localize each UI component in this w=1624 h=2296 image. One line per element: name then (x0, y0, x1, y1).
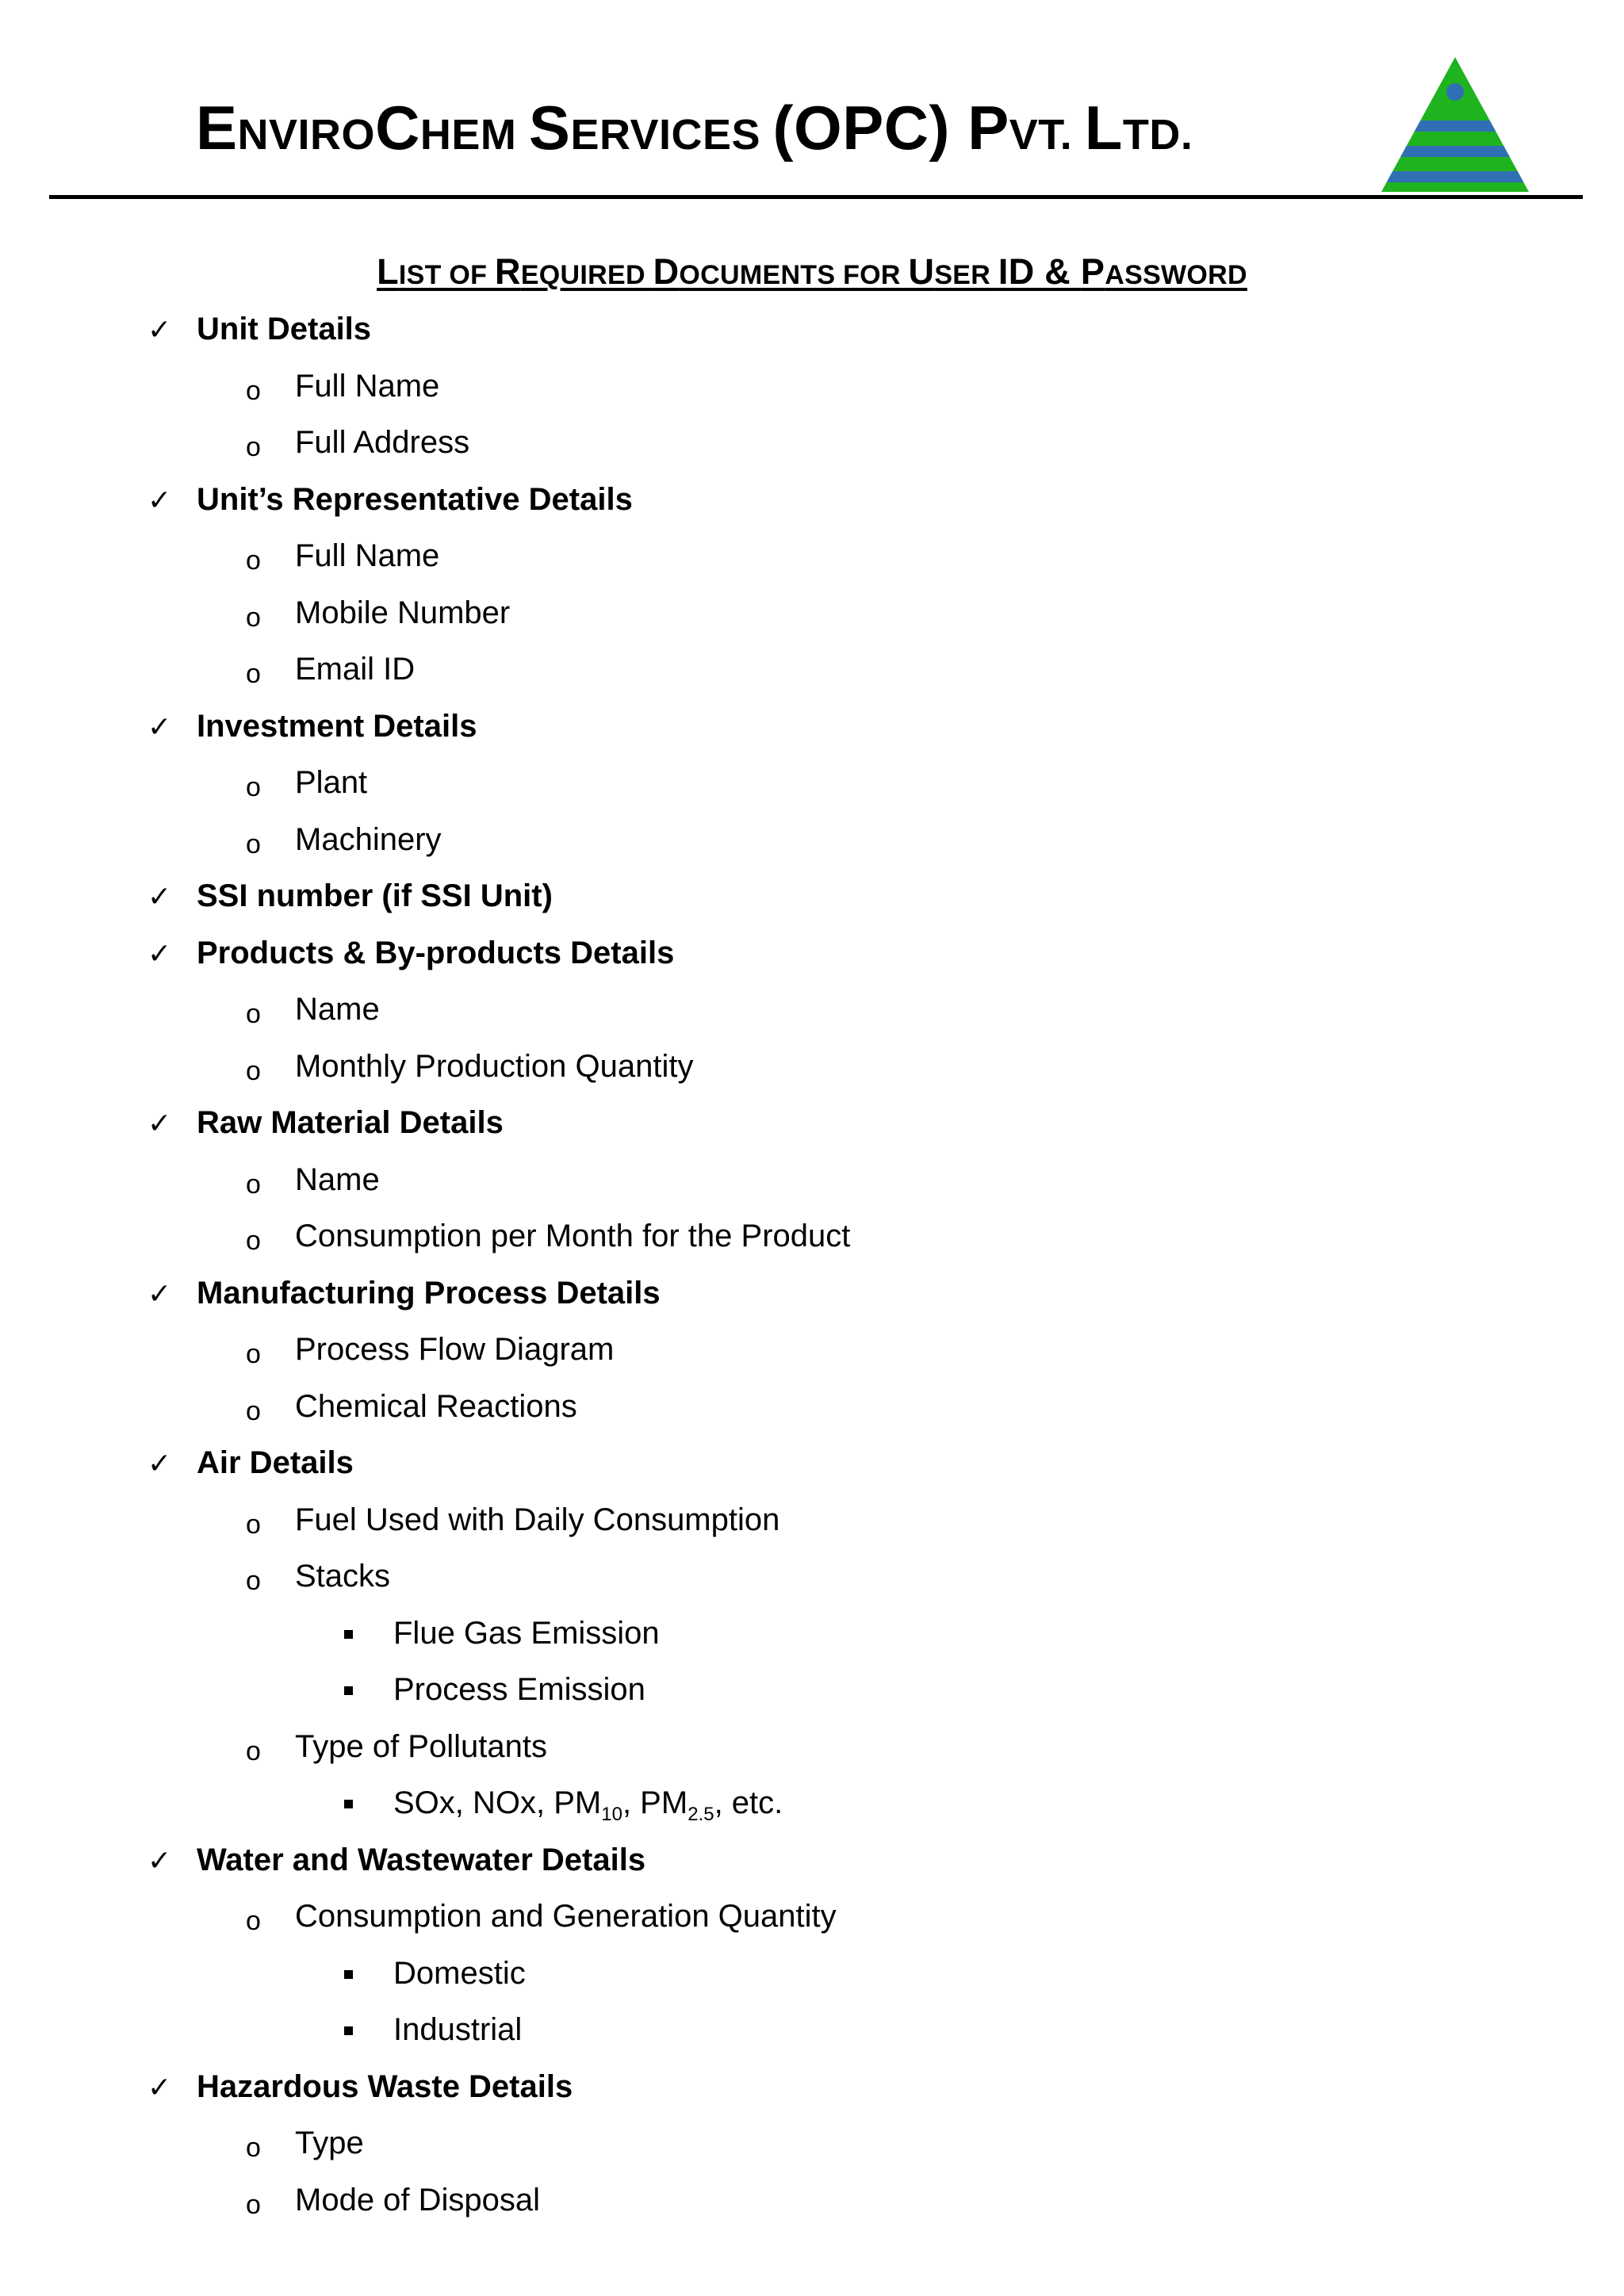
hollow-circle-bullet-icon: o (246, 1735, 261, 1766)
hollow-circle-bullet-icon: o (246, 2133, 261, 2163)
hollow-circle-bullet-icon: o (246, 2189, 261, 2220)
checklist-label: Air Details (197, 1445, 354, 1480)
checklist-label: Unit Details (197, 312, 372, 346)
checklist-item (0, 2115, 1624, 2172)
subscript-text: 2.5 (688, 1804, 714, 1825)
checklist-subitem (0, 1775, 1624, 1832)
checkmark-icon: ✓ (147, 880, 172, 913)
company-name-rest: NVIRO (237, 111, 376, 159)
checklist-section (0, 868, 1624, 925)
checklist-label: Plant (295, 765, 368, 800)
checklist-item (0, 2172, 1624, 2229)
checkmark-icon: ✓ (147, 710, 172, 743)
checklist-label: Consumption and Generation Quantity (295, 1899, 837, 1934)
checklist-section (0, 1832, 1624, 1889)
checklist-label: SSI number (if SSI Unit) (197, 878, 553, 913)
checklist-subitem (0, 1662, 1624, 1719)
document-title-text (377, 252, 1247, 292)
checklist-section (0, 2059, 1624, 2116)
square-bullet-icon (344, 1686, 353, 1695)
document-title-rest: SER (934, 260, 998, 290)
checklist-label: Monthly Production Quantity (295, 1048, 694, 1084)
hollow-circle-bullet-icon: o (246, 1906, 261, 1936)
checklist-label: Full Address (295, 425, 470, 460)
checklist-label: Full Name (295, 368, 440, 404)
company-name-rest: TD. (1122, 111, 1193, 159)
triangle-logo (1380, 55, 1530, 195)
document-title-rest: ASSWORD (1105, 260, 1247, 290)
hollow-circle-bullet-icon: o (246, 1339, 261, 1369)
checkmark-icon: ✓ (147, 2070, 172, 2103)
checklist-section (0, 1265, 1624, 1322)
checklist-label: Raw Material Details (197, 1105, 504, 1140)
hollow-circle-bullet-icon: o (246, 602, 261, 633)
checklist-label: Investment Details (197, 708, 477, 744)
checklist-label: Water and Wastewater Details (197, 1842, 646, 1877)
label-text: , PM (622, 1785, 688, 1820)
checklist-item (0, 1492, 1624, 1549)
hollow-circle-bullet-icon: o (246, 1055, 261, 1086)
required-documents-list (0, 301, 1624, 2229)
checklist-item (0, 415, 1624, 472)
checklist-item (0, 1379, 1624, 1436)
checklist-label: Chemical Reactions (295, 1388, 577, 1424)
hollow-circle-bullet-icon: o (246, 1395, 261, 1426)
checkmark-icon: ✓ (147, 1447, 172, 1479)
checklist-subitem (0, 1605, 1624, 1663)
document-title-cap: R (495, 251, 521, 292)
document-title-rest: EQUIRED (520, 260, 653, 290)
checklist-label: Process Flow Diagram (295, 1332, 615, 1367)
checklist-label: Mode of Disposal (295, 2182, 541, 2218)
checklist-item (0, 755, 1624, 812)
hollow-circle-bullet-icon: o (246, 828, 261, 859)
checklist-item (0, 641, 1624, 698)
checklist-item (0, 358, 1624, 415)
checklist-section (0, 925, 1624, 982)
company-name (196, 93, 1193, 163)
checklist-item (0, 1548, 1624, 1605)
checklist-section (0, 301, 1624, 358)
company-name-cap: L (1084, 93, 1123, 163)
square-bullet-icon (344, 1970, 353, 1979)
company-name-cap: P (967, 93, 1009, 163)
document-title-cap: L (377, 251, 399, 292)
checklist-section (0, 1435, 1624, 1492)
checklist-label: Email ID (295, 652, 416, 687)
document-title (0, 252, 1624, 292)
hollow-circle-bullet-icon: o (246, 1509, 261, 1540)
checklist-subitem (0, 1946, 1624, 2003)
document-title-rest: OCUMENTS FOR (679, 260, 909, 290)
hollow-circle-bullet-icon: o (246, 375, 261, 406)
checklist-item (0, 1039, 1624, 1096)
company-name-cap: (OPC) (772, 93, 968, 163)
checkmark-icon: ✓ (147, 1276, 172, 1310)
checklist-item (0, 1322, 1624, 1379)
checklist-item (0, 1719, 1624, 1776)
checklist-label: Flue Gas Emission (393, 1615, 660, 1651)
checklist-item (0, 812, 1624, 869)
subscript-text: 10 (601, 1804, 622, 1825)
checklist-label: Type of Pollutants (295, 1728, 547, 1764)
hollow-circle-bullet-icon: o (246, 545, 261, 576)
document-title-cap: D (653, 251, 680, 292)
checkmark-icon: ✓ (147, 936, 172, 970)
square-bullet-icon (344, 1630, 353, 1639)
hollow-circle-bullet-icon: o (246, 1226, 261, 1256)
checklist-section (0, 698, 1624, 756)
checkmark-icon: ✓ (147, 313, 172, 346)
checklist-label: Consumption per Month for the Product (295, 1219, 851, 1253)
checklist-item (0, 1208, 1624, 1265)
checklist-label: Manufacturing Process Details (197, 1275, 661, 1311)
checklist-item (0, 585, 1624, 642)
checklist-label: Mobile Number (295, 595, 511, 630)
hollow-circle-bullet-icon: o (246, 432, 261, 462)
document-header (49, 48, 1583, 198)
label-text: SOx, NOx, PM (393, 1785, 602, 1820)
checklist-label: Name (295, 992, 380, 1027)
checklist-label: Hazardous Waste Details (197, 2068, 573, 2104)
checklist-label: Industrial (393, 2012, 523, 2047)
checkmark-icon: ✓ (147, 1107, 172, 1139)
hollow-circle-bullet-icon: o (246, 772, 261, 802)
document-title-cap: U (908, 251, 935, 292)
checkmark-icon: ✓ (147, 483, 172, 516)
company-name-rest: VT. (1009, 111, 1085, 159)
checklist-label: Products & By-products Details (197, 935, 675, 970)
company-name-cap: C (375, 93, 420, 163)
document-title-cap: ID & (998, 251, 1081, 292)
checklist-label: Name (295, 1161, 380, 1197)
checklist-label: Unit’s Representative Details (197, 481, 633, 517)
square-bullet-icon (344, 1800, 353, 1808)
company-name-rest: ERVICES (570, 111, 773, 159)
checklist-item (0, 1152, 1624, 1209)
hollow-circle-bullet-icon: o (246, 659, 261, 689)
company-name-cap: E (196, 93, 238, 163)
company-name-rest: HEM (419, 111, 529, 159)
checkmark-icon: ✓ (147, 1843, 172, 1877)
header-rule (49, 195, 1583, 199)
hollow-circle-bullet-icon: o (246, 1169, 261, 1200)
checklist-label: Fuel Used with Daily Consumption (295, 1502, 780, 1537)
document-title-rest: IST OF (398, 260, 495, 290)
hollow-circle-bullet-icon: o (246, 999, 261, 1029)
checklist-section (0, 472, 1624, 529)
document-title-cap: P (1080, 251, 1105, 292)
checklist-item (0, 528, 1624, 585)
checklist-section (0, 1095, 1624, 1152)
checklist-label: Type (295, 2126, 364, 2160)
checklist-label: Stacks (295, 1559, 391, 1594)
hollow-circle-bullet-icon: o (246, 1566, 261, 1596)
company-name-cap: S (528, 93, 571, 163)
square-bullet-icon (344, 2026, 353, 2035)
checklist-item (0, 982, 1624, 1039)
checklist-label: Process Emission (393, 1672, 645, 1707)
checklist-label: Domestic (393, 1955, 526, 1991)
checklist-label: Machinery (295, 821, 442, 857)
label-text: , etc. (714, 1785, 783, 1820)
checklist-label: Full Name (295, 538, 440, 573)
checklist-subitem (0, 2002, 1624, 2059)
checklist-item (0, 1888, 1624, 1946)
